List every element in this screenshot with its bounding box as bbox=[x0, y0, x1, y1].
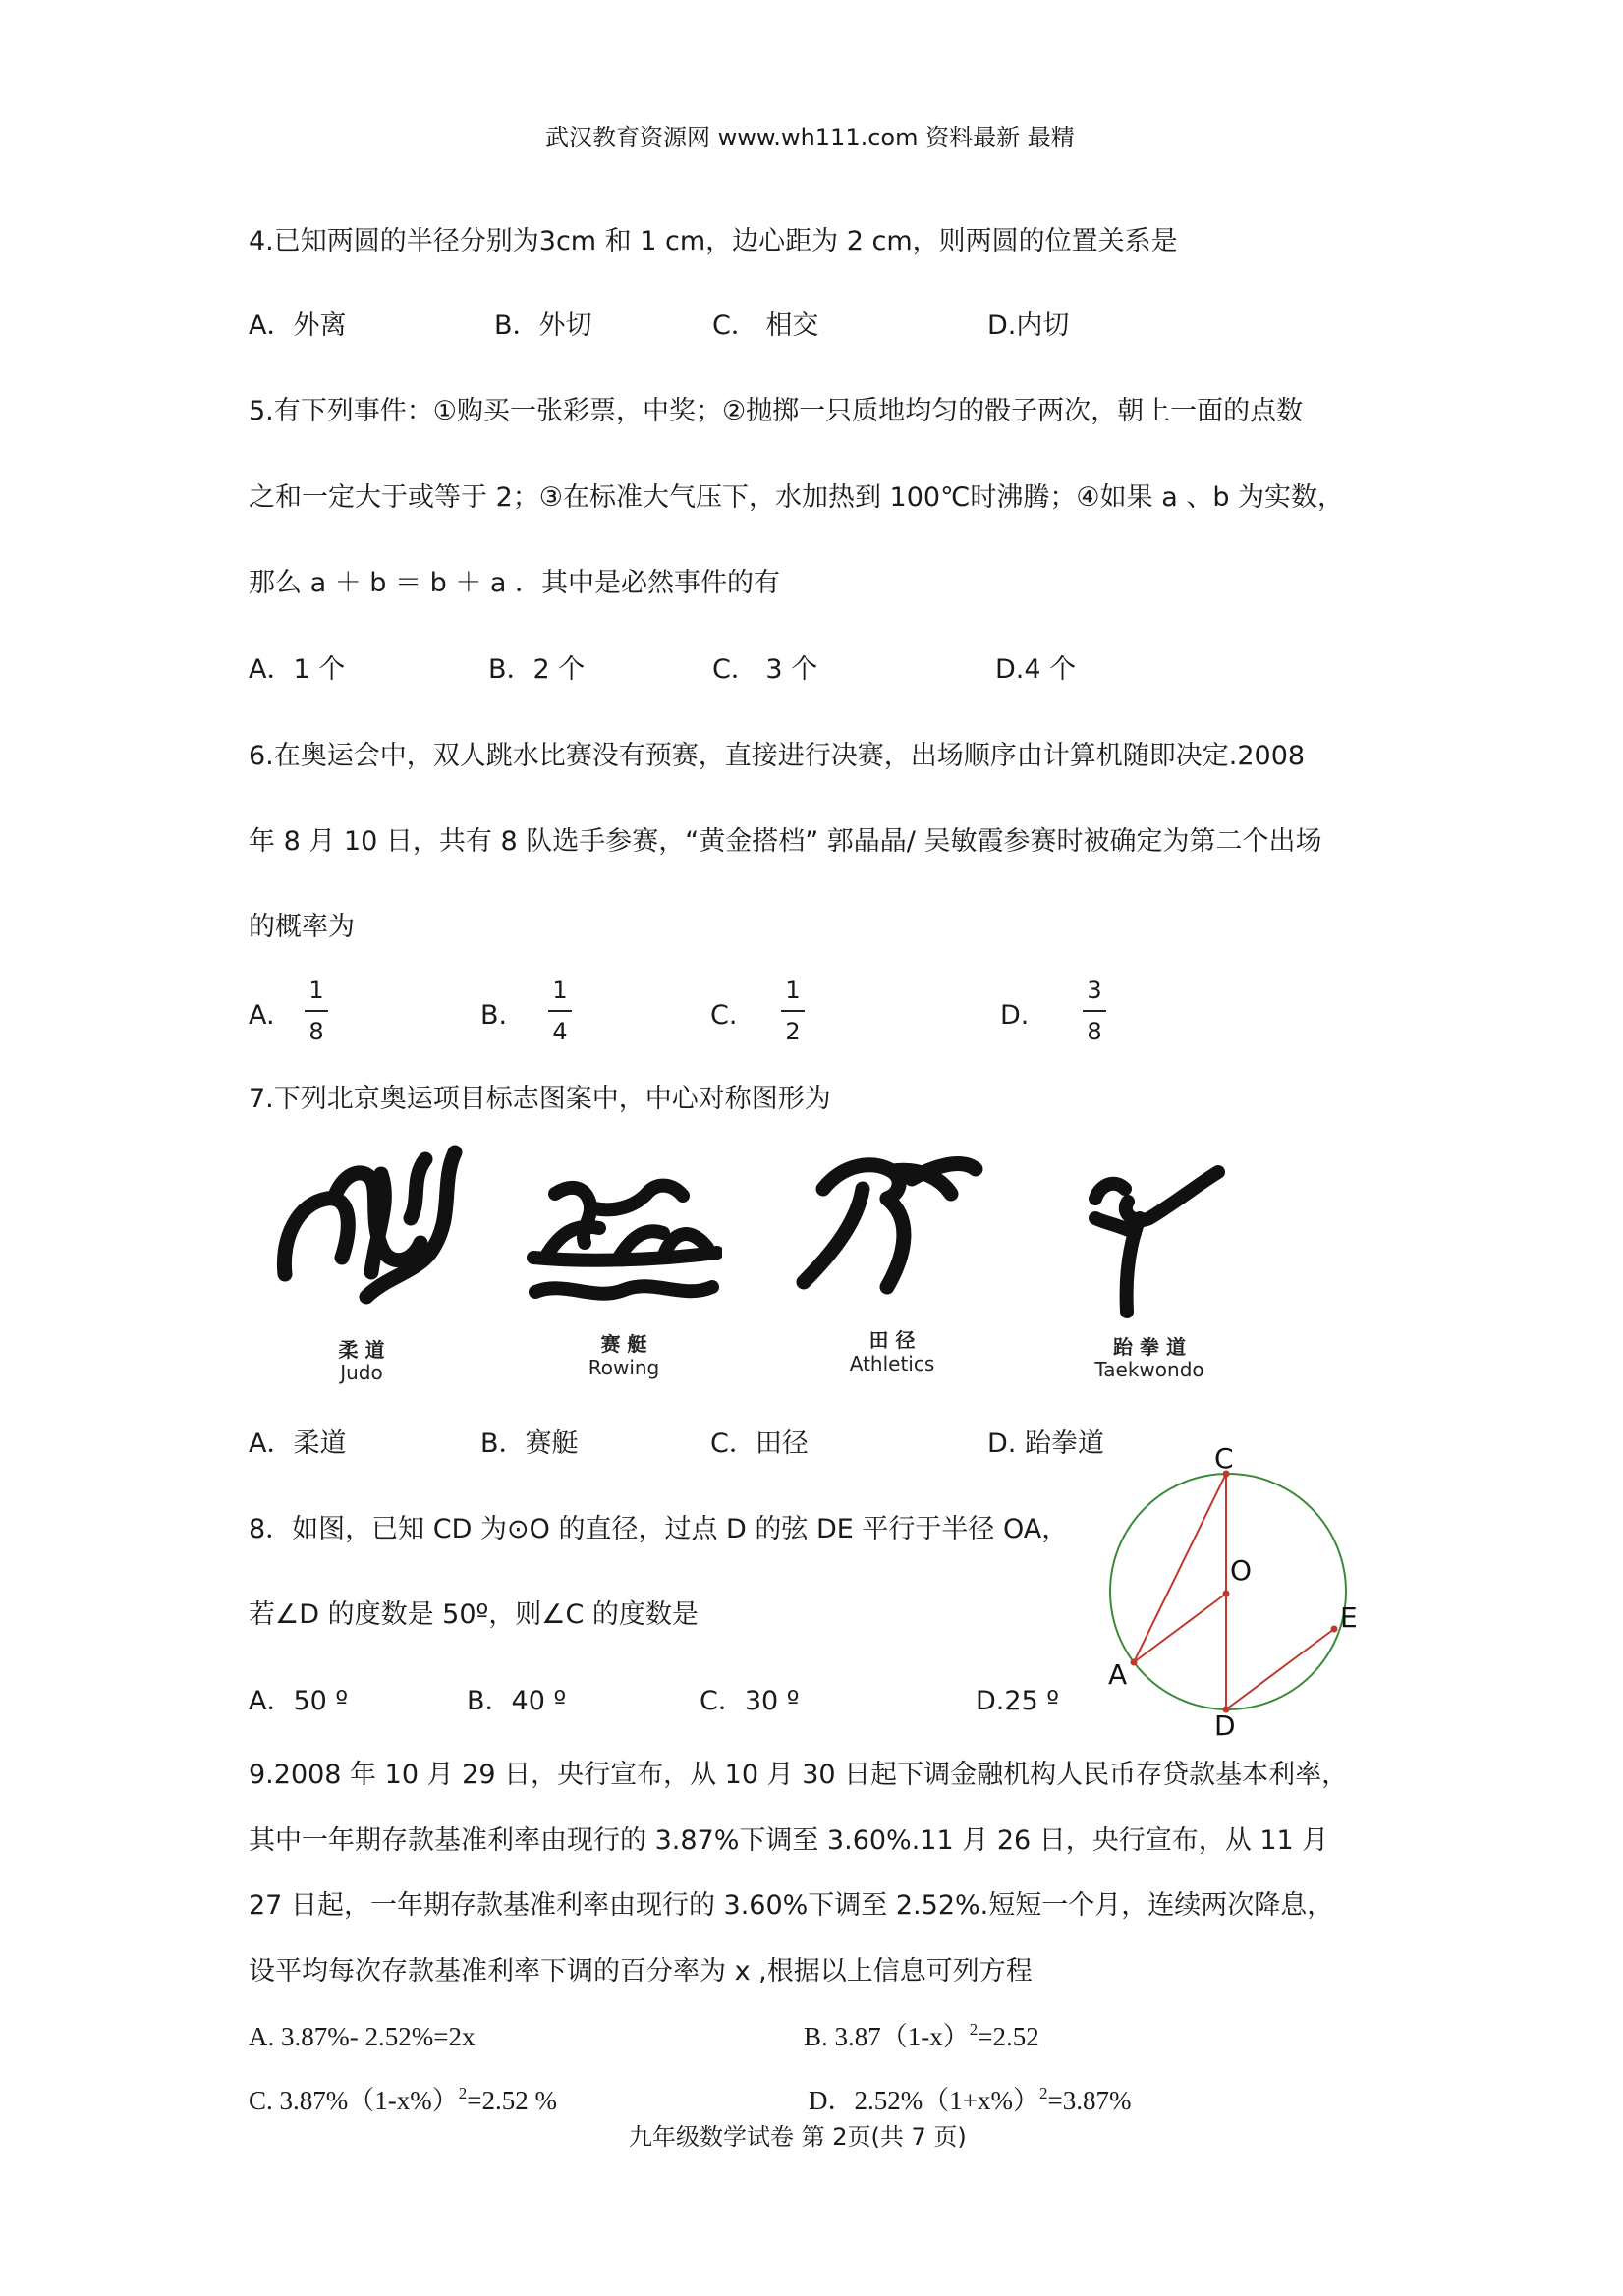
q5-option-d: D.4 个 bbox=[995, 654, 1077, 685]
q9-option-d-rhs: =3.87% bbox=[1047, 2086, 1132, 2115]
q6-option-c-fraction bbox=[773, 977, 812, 1045]
judo-emblem-icon bbox=[273, 1145, 470, 1312]
question-6-line-3: 的概率为 bbox=[249, 912, 355, 942]
q5-option-c: C． 3 个 bbox=[712, 654, 818, 685]
fraction-numerator: 1 bbox=[552, 977, 568, 1004]
fraction-bar bbox=[548, 1010, 572, 1012]
radius-oa bbox=[1134, 1594, 1226, 1662]
label-o: O bbox=[1230, 1554, 1253, 1587]
q8-option-b: B．40 º bbox=[467, 1686, 567, 1716]
q5-option-b: B．2 个 bbox=[488, 654, 586, 685]
q8-option-a: A．50 º bbox=[249, 1686, 349, 1716]
q6-option-d-label: D. bbox=[1000, 1000, 1030, 1031]
circle-geometry-figure bbox=[1100, 1444, 1395, 1739]
q6-option-b-label: B. bbox=[480, 1000, 508, 1031]
question-5-line-2: 之和一定大于或等于 2；③在标准大气压下，水加热到 100℃时沸腾；④如果 a 、b 为实数， bbox=[249, 482, 1345, 513]
exponent: 2 bbox=[458, 2084, 468, 2102]
fraction-denominator: 2 bbox=[785, 1018, 801, 1045]
question-9-line-3: 27 日起，一年期存款基准利率由现行的 3.60%下调至 2.52%.短短一个月，连续两次降息， bbox=[249, 1890, 1334, 1921]
fraction-denominator: 8 bbox=[1087, 1018, 1102, 1045]
q6-option-d-fraction bbox=[1075, 977, 1114, 1045]
q9-option-c-rhs: =2.52 % bbox=[467, 2086, 557, 2115]
q4-option-b: B．外切 bbox=[494, 310, 592, 341]
question-5-line-1: 5.有下列事件：①购买一张彩票，中奖；②抛掷一只质地均匀的骰子两次，朝上一面的点数 bbox=[249, 396, 1304, 426]
q9-option-b-rhs: =2.52 bbox=[978, 2022, 1039, 2051]
question-6-line-1: 6.在奥运会中，双人跳水比赛没有预赛，直接进行决赛，出场顺序由计算机随即决定.2008 bbox=[249, 741, 1306, 771]
q6-option-a-label: A. bbox=[249, 1000, 275, 1031]
exponent: 2 bbox=[1038, 2084, 1048, 2102]
judo-caption-cn: 柔 道 bbox=[338, 1338, 385, 1362]
chord-ca bbox=[1134, 1474, 1226, 1662]
athletics-emblem-icon bbox=[794, 1149, 990, 1297]
question-8-line-1: 8．如图，已知 CD 为⊙O 的直径，过点 D 的弦 DE 平行于半径 OA， bbox=[249, 1514, 1069, 1544]
fraction-bar bbox=[1083, 1010, 1106, 1012]
q7-option-d: D. 跆拳道 bbox=[987, 1428, 1104, 1459]
taekwondo-emblem-icon bbox=[1081, 1164, 1228, 1321]
q4-option-d: D.内切 bbox=[987, 310, 1070, 341]
point-e bbox=[1331, 1626, 1338, 1633]
rowing-caption-en: Rowing bbox=[588, 1356, 660, 1379]
rowing-caption-cn: 赛 艇 bbox=[600, 1332, 647, 1356]
page-footer: 九年级数学试卷 第 2页(共 7 页) bbox=[629, 2123, 967, 2151]
taekwondo-caption-en: Taekwondo bbox=[1094, 1358, 1204, 1381]
question-8-line-2: 若∠D 的度数是 50º，则∠C 的度数是 bbox=[249, 1599, 699, 1630]
question-7-stem: 7.下列北京奥运项目标志图案中，中心对称图形为 bbox=[249, 1084, 831, 1114]
question-6-line-2: 年 8 月 10 日，共有 8 队选手参赛，“黄金搭档” 郭晶晶/ 吴敏霞参赛时被确定为第二个出场 bbox=[249, 826, 1322, 857]
q6-option-a-fraction bbox=[297, 977, 336, 1045]
q6-option-c-label: C. bbox=[710, 1000, 738, 1031]
fraction-bar bbox=[305, 1010, 328, 1012]
q8-option-c: C．30 º bbox=[700, 1686, 800, 1716]
label-c: C bbox=[1214, 1444, 1234, 1475]
q9-option-a: A. 3.87%- 2.52%=2x bbox=[249, 2022, 476, 2051]
athletics-caption-cn: 田 径 bbox=[868, 1328, 916, 1352]
label-a: A bbox=[1108, 1658, 1128, 1691]
q4-option-a: A．外离 bbox=[249, 310, 347, 341]
rowing-emblem-icon bbox=[526, 1174, 722, 1312]
fraction-numerator: 3 bbox=[1087, 977, 1102, 1004]
question-4-stem: 4.已知两圆的半径分别为3cm 和 1 cm，边心距为 2 cm，则两圆的位置关系是 bbox=[249, 226, 1178, 256]
q9-option-d-expr: D．2.52%（1+x%） bbox=[809, 2086, 1039, 2115]
page-header: 武汉教育资源网 www.wh111.com 资料最新 最精 bbox=[545, 124, 1075, 151]
point-a bbox=[1131, 1659, 1138, 1666]
q8-option-d: D.25 º bbox=[976, 1686, 1060, 1716]
question-9-line-2: 其中一年期存款基准利率由现行的 3.87%下调至 3.60%.11 月 26 日，央行宣布，从 11 月 bbox=[249, 1825, 1329, 1856]
q9-option-c-expr: C. 3.87%（1-x%） bbox=[249, 2086, 459, 2115]
point-o bbox=[1223, 1591, 1230, 1597]
fraction-bar bbox=[781, 1010, 805, 1012]
taekwondo-caption-cn: 跆 拳 道 bbox=[1113, 1335, 1186, 1359]
label-e: E bbox=[1340, 1601, 1358, 1634]
q9-option-d bbox=[809, 2084, 1132, 2115]
q5-option-a: A．1 个 bbox=[249, 654, 346, 685]
fraction-numerator: 1 bbox=[785, 977, 801, 1004]
fraction-denominator: 4 bbox=[552, 1018, 568, 1045]
fraction-numerator: 1 bbox=[308, 977, 324, 1004]
q9-option-b-expr: B. 3.87（1-x） bbox=[804, 2022, 970, 2051]
q4-option-c: C． 相交 bbox=[712, 310, 819, 341]
judo-caption-en: Judo bbox=[340, 1361, 383, 1384]
question-5-line-3: 那么 a ＋ b ＝ b ＋ a ．其中是必然事件的有 bbox=[249, 568, 781, 598]
q6-option-b-fraction bbox=[540, 977, 580, 1045]
q7-option-c: C．田径 bbox=[710, 1428, 809, 1459]
exponent: 2 bbox=[969, 2020, 979, 2039]
question-9-line-4: 设平均每次存款基准利率下调的百分率为 x ,根据以上信息可列方程 bbox=[249, 1956, 1033, 1987]
fraction-denominator: 8 bbox=[308, 1018, 324, 1045]
q9-option-c bbox=[249, 2084, 557, 2115]
label-d: D bbox=[1214, 1709, 1236, 1739]
q7-option-a: A．柔道 bbox=[249, 1428, 347, 1459]
athletics-caption-en: Athletics bbox=[849, 1352, 935, 1375]
question-9-line-1: 9.2008 年 10 月 29 日，央行宣布，从 10 月 30 日起下调金融机构人民币存贷款基本利率， bbox=[249, 1760, 1349, 1790]
q7-option-b: B．赛艇 bbox=[480, 1428, 579, 1459]
q9-option-b bbox=[804, 2020, 1039, 2051]
